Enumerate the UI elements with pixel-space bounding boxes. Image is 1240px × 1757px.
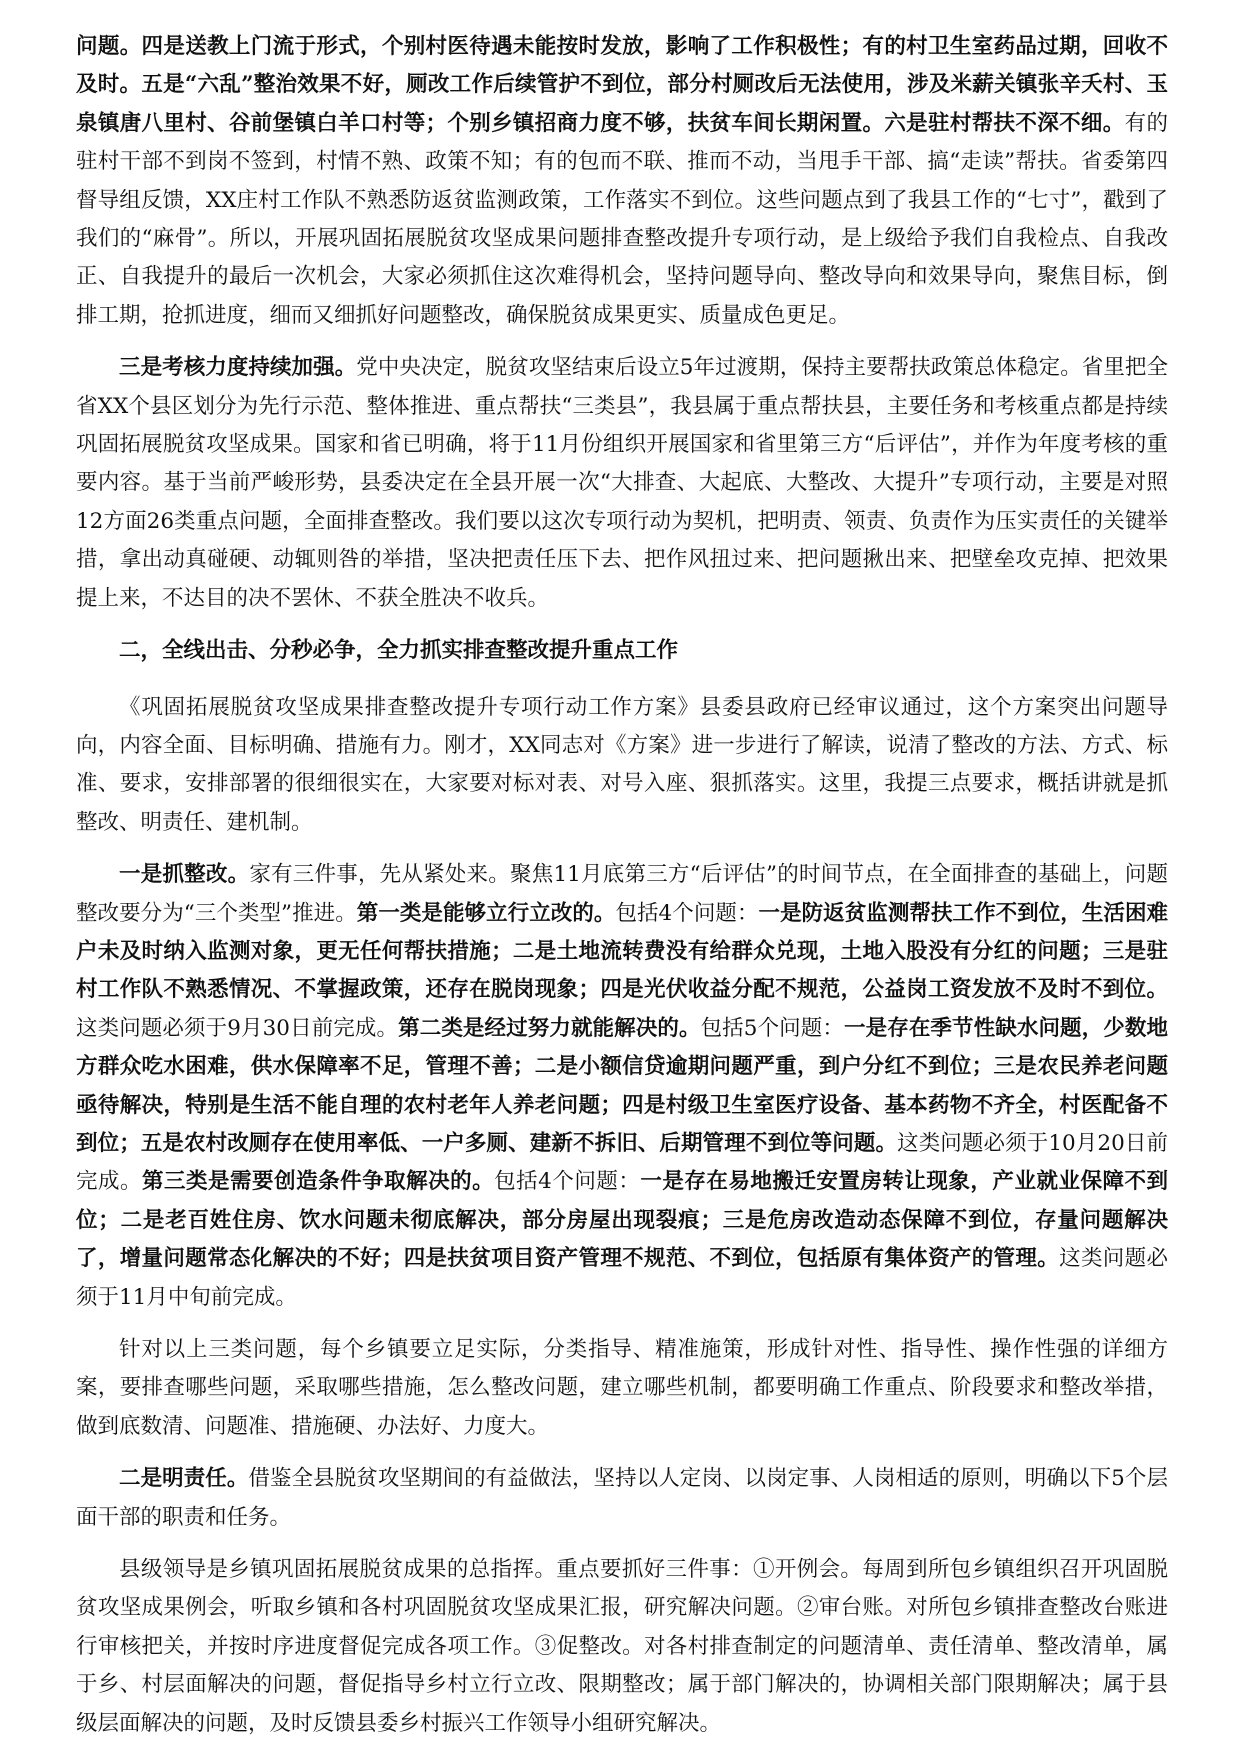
- text-run: 包括5个问题：: [700, 1015, 844, 1041]
- bold-text-run: 问题。四是送教上门流于形式，个别村医待遇未能按时发放，影响了工作积极性；有的村卫生室药品过期，回收不及时。五是“六乱”整治效果不好，厕改工作后续管护不到位，部分村厕改后无法使用，涉及米薪关镇张辛夭村、玉泉镇唐八里村、谷前堡镇白羊口村等；个别乡镇招商力度不够，扶贫车间长期闲置。六是驻村帮扶不深不细。: [76, 34, 1168, 136]
- text-run: 针对以上三类问题，每个乡镇要立足实际，分类指导、精准施策，形成针对性、指导性、操作性强的详细方案，要排查哪些问题，采取哪些措施，怎么整改问题，建立哪些机制，都要明确工作重点、阶段要求和整改举措，做到底数清、问题准、措施硬、办法好、力度大。: [76, 1337, 1168, 1439]
- paragraph: [76, 856, 1168, 1317]
- paragraph: [76, 1460, 1168, 1537]
- bold-text-run: 二，全线出击、分秒必争，全力抓实排查整改提升重点工作: [119, 638, 679, 664]
- paragraph: [76, 1331, 1168, 1446]
- paragraph: [76, 28, 1168, 335]
- bold-text-run: 第二类是经过努力就能解决的。: [398, 1015, 701, 1041]
- bold-text-run: 二是明责任。: [119, 1466, 249, 1492]
- bold-text-run: 一是抓整改。: [119, 862, 250, 888]
- text-run: 家有三件事，先从紧处来。聚焦11月底第三方“后评估”的时间节点，在全面排查的基础上，问题整改要分为“三个类型”推进。: [76, 862, 1168, 926]
- text-run: 县级领导是乡镇巩固拓展脱贫成果的总指挥。重点要抓好三件事：①开例会。每周到所包乡镇组织召开巩固脱贫攻坚成果例会，听取乡镇和各村巩固脱贫攻坚成果汇报，研究解决问题。②审台账。对所包乡镇排查整改台账进行审核把关，并按时序进度督促完成各项工作。③促整改。对各村排查制定的问题清单、责任清单、整改清单，属于乡、村层面解决的问题，督促指导乡村立行立改、限期整改；属于部门解决的，协调相关部门限期解决；属于县级层面解决的问题，及时反馈县委乡村振兴工作领导小组研究解决。: [76, 1557, 1168, 1736]
- bold-text-run: 第三类是需要创造条件争取解决的。: [142, 1169, 495, 1195]
- text-run: 这类问题必须于9月30日前完成。: [76, 1015, 399, 1041]
- text-run: 有的驻村干部不到岗不签到，村情不熟、政策不知；有的包而不联、推而不动，当甩手干部、搞“走读”帮扶。省委第四督导组反馈，XX庄村工作队不熟悉防返贫监测政策，工作落实不到位。这些问题点到了我县工作的“七寸”，戳到了我们的“麻骨”。所以，开展巩固拓展脱贫攻坚成果问题排查整改提升专项行动，是上级给予我们自我检点、自我改正、自我提升的最后一次机会，大家必须抓住这次难得机会，坚持问题导向、整改导向和效果导向，聚焦目标，倒排工期，抢抓进度，细而又细抓好问题整改，确保脱贫成果更实、质量成色更足。: [76, 110, 1168, 328]
- paragraph: [76, 689, 1168, 843]
- text-run: 这类问题必须于10月20日前完成。: [76, 1130, 1168, 1195]
- text-run: 包括4个问题：: [494, 1169, 641, 1195]
- text-run: 借鉴全县脱贫攻坚期间的有益做法，坚持以人定岗、以岗定事、人岗相适的原则，明确以下5个层面干部的职责和任务。: [76, 1466, 1168, 1530]
- bold-text-run: 一是防返贫监测帮扶工作不到位，生活困难户未及时纳入监测对象，更无任何帮扶措施；二是土地流转费没有给群众兑现，土地入股没有分红的问题；三是驻村工作队不熟悉情况、不掌握政策，还存在脱岗现象；四是光伏收益分配不规范，公益岗工资发放不及时不到位。: [76, 900, 1169, 1003]
- text-run: 《巩固拓展脱贫攻坚成果排查整改提升专项行动工作方案》县委县政府已经审议通过，这个方案突出问题导向，内容全面、目标明确、措施有力。刚才，XX同志对《方案》进一步进行了解读，说清了整改的方法、方式、标准、要求，安排部署的很细很实在，大家要对标对表、对号入座、狠抓落实。这里，我提三点要求，概括讲就是抓整改、明责任、建机制。: [76, 694, 1168, 835]
- document-body: [76, 28, 1168, 1757]
- text-run: 包括4个问题：: [615, 900, 759, 926]
- text-run: 党中央决定，脱贫攻坚结束后设立5年过渡期，保持主要帮扶政策总体稳定。省里把全省XX个县区划分为先行示范、整体推进、重点帮扶“三类县”，我县属于重点帮扶县，主要任务和考核重点都是持续巩固拓展脱贫攻坚成果。国家和省已明确，将于11月份组织开展国家和省里第三方“后评估”，并作为年度考核的重要内容。基于当前严峻形势，县委决定在全县开展一次“大排查、大起底、大整改、大提升”专项行动，主要是对照12方面26类重点问题，全面排查整改。我们要以这次专项行动为契机，把明责、领责、负责作为压实责任的关键举措，拿出动真碰硬、动辄则咎的举措，坚决把责任压下去、把作风扭过来、把问题揪出来、把壁垒攻克掉、把效果提上来，不达目的决不罢休、不获全胜决不收兵。: [76, 355, 1168, 611]
- bold-text-run: 一是存在季节性缺水问题，少数地方群众吃水困难，供水保障率不足，管理不善；二是小额信贷逾期问题严重，到户分红不到位；三是农民养老问题亟待解决，特别是生活不能自理的农村老年人养老问题；四是村级卫生室医疗设备、基本药物不齐全，村医配备不到位；五是农村改厕存在使用率低、一户多厕、建新不拆旧、后期管理不到位等问题。: [76, 1015, 1168, 1156]
- section-heading: [76, 632, 1168, 670]
- paragraph: [76, 1551, 1168, 1743]
- bold-text-run: 三是考核力度持续加强。: [119, 355, 357, 381]
- bold-text-run: 第一类是能够立行立改的。: [356, 900, 616, 926]
- paragraph: [76, 349, 1168, 618]
- bold-text-run: 一是存在易地搬迁安置房转让现象，产业就业保障不到位；二是老百姓住房、饮水问题未彻底解决，部分房屋出现裂痕；三是危房改造动态保障不到位，存量问题解决了，增量问题常态化解决的不好；四是扶贫项目资产管理不规范、不到位，包括原有集体资产的管理。: [76, 1169, 1168, 1272]
- text-run: 这类问题必须于11月中旬前完成。: [76, 1246, 1168, 1310]
